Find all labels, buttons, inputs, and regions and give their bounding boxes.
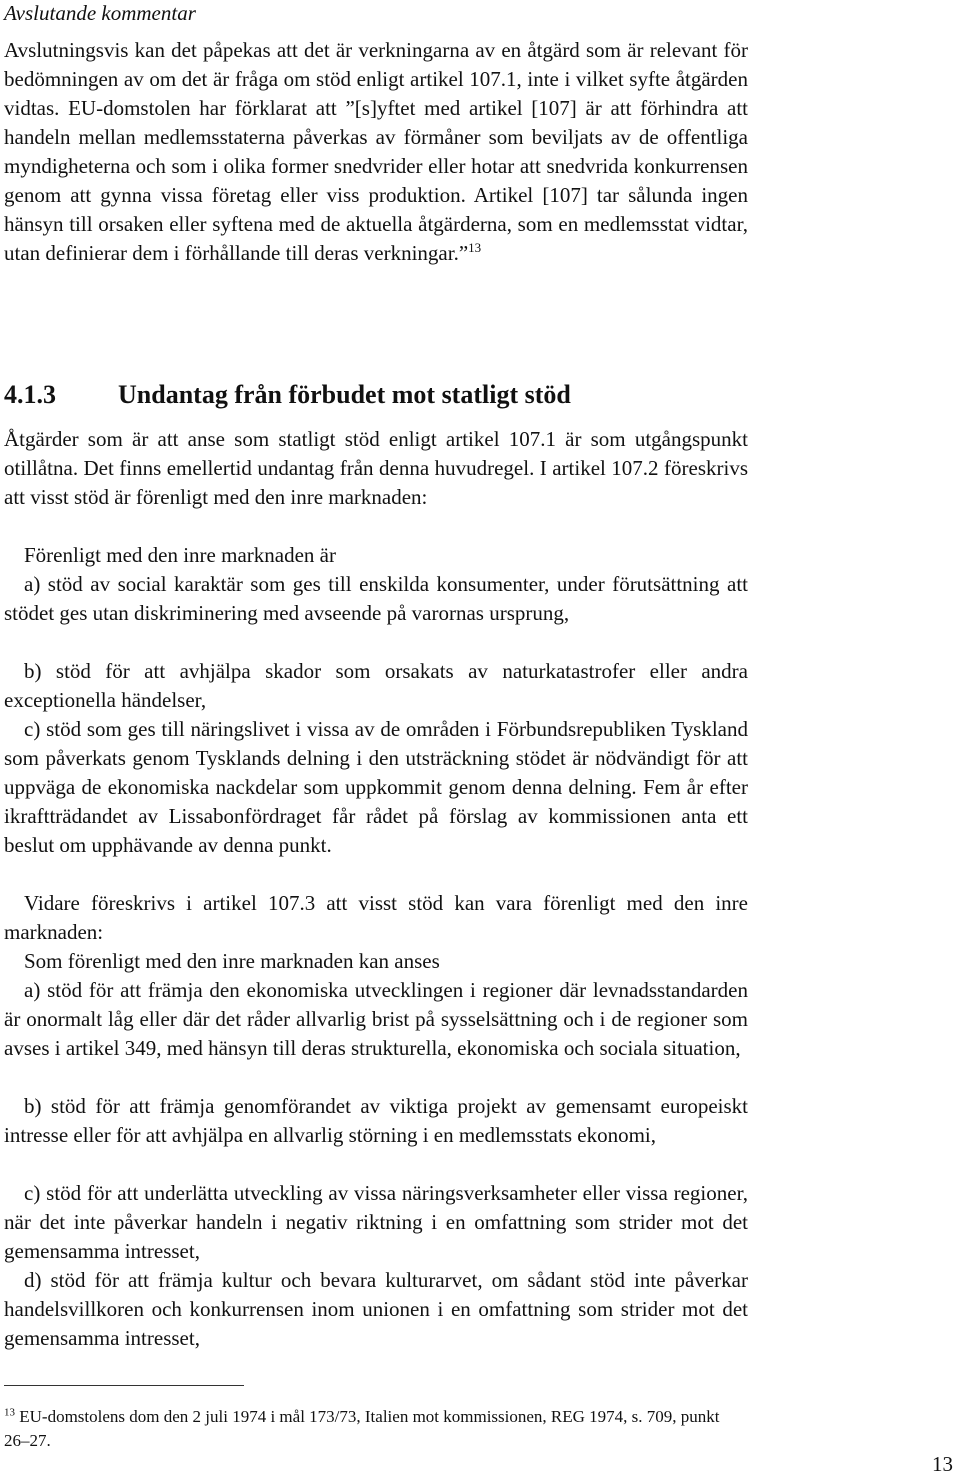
list-item-1073-a: a) stöd för att främja den ekonomiska utvecklingen i regioner där levnadsstandarden är onormalt låg eller där det råder allvarlig brist på sysselsättning och i de regioner som avses i artikel 349, med hänsyn till deras strukturella, ekonomiska och sociala situation, [4, 978, 748, 1060]
list-item-1072-c: c) stöd som ges till näringslivet i vissa av de områden i Förbundsrepubliken Tyskland som påverkats genom Tysklands delning i den utsträckning stödet är nödvändigt för att uppväga de ekonomiska nackdelar som uppkommit genom denna delning. Fem år efter ikraftträdandet av Lissabonfördraget får rådet på förslag av kommissionen anta ett beslut om upphävande av denna punkt. [4, 717, 748, 857]
intro-text: Avslutningsvis kan det påpekas att det är verkningarna av en åtgärd som är relevant för bedömningen av om det är fråga om stöd enligt artikel 107.1, inte i vilket syfte åtgärden vidtas. EU-domstolen har förklarat att ”[s]yftet med artikel [107] är att förhindra att handeln mellan medlemsstaterna påverkas av förmåner som beviljats av de offentliga myndigheterna och som i olika former snedvrider eller hotar att snedvrida konkurrensen genom att gynna vissa företag eller viss produktion. Artikel [107] tar sålunda ingen hänsyn till orsaken eller syftena med de aktuella åtgärderna, som en medlemsstat vidtar, utan definierar dem i förhållande till deras verkningar.” [4, 38, 748, 265]
body-paragraph-1: Åtgärder som är att anse som statligt stöd enligt artikel 107.1 är som utgångspunkt otillåtna. Det finns emellertid undantag från denna huvudregel. I artikel 107.2 föreskrivs att visst stöd är förenligt med den inre marknaden: [4, 427, 748, 509]
quote-intro-1073: Som förenligt med den inre marknaden kan anses [24, 949, 440, 973]
footnote-text: EU-domstolens dom den 2 juli 1974 i mål 173/73, Italien mot kommissionen, REG 1974, s. 709, punkt 26–27. [4, 1407, 720, 1450]
body-paragraph-1073: Vidare föreskrivs i artikel 107.3 att visst stöd kan vara förenligt med den inre marknaden: [4, 891, 748, 944]
section-heading [4, 378, 571, 412]
list-item-1073-c: c) stöd för att underlätta utveckling av vissa näringsverksamheter eller vissa regioner, när det inte påverkar handeln i negativ riktning i en omfattning som strider mot det gemensamma intresset, [4, 1181, 748, 1263]
list-item-1072-a: a) stöd av social karaktär som ges till enskilda konsumenter, under förutsättning att stödet ges utan diskriminering med avseende på varornas ursprung, [4, 572, 748, 625]
list-item-1073-d: d) stöd för att främja kultur och bevara kulturarvet, om sådant stöd inte påverkar handelsvillkoren och konkurrensen inom unionen i en omfattning som strider mot det gemensamma intresset, [4, 1268, 748, 1350]
footnote-divider [4, 1385, 244, 1386]
list-item-1073-b: b) stöd för att främja genomförandet av viktiga projekt av gemensamt europeiskt intresse eller för att avhjälpa en allvarlig störning i en medlemsstats ekonomi, [4, 1094, 748, 1147]
footnote-number: 13 [4, 1406, 15, 1419]
section-title: Undantag från förbudet mot statligt stöd [118, 380, 571, 409]
intro-paragraph [4, 36, 748, 268]
subsection-heading: Avslutande kommentar [4, 1, 196, 25]
list-item-1072-b: b) stöd för att avhjälpa skador som orsakats av naturkatastrofer eller andra exceptionella händelser, [4, 659, 748, 712]
page-number: 13 [932, 1452, 953, 1476]
footnote [4, 1405, 748, 1453]
quote-intro-1072: Förenligt med den inre marknaden är [24, 543, 336, 567]
section-number: 4.1.3 [4, 380, 56, 409]
footnote-reference: 13 [468, 240, 482, 255]
